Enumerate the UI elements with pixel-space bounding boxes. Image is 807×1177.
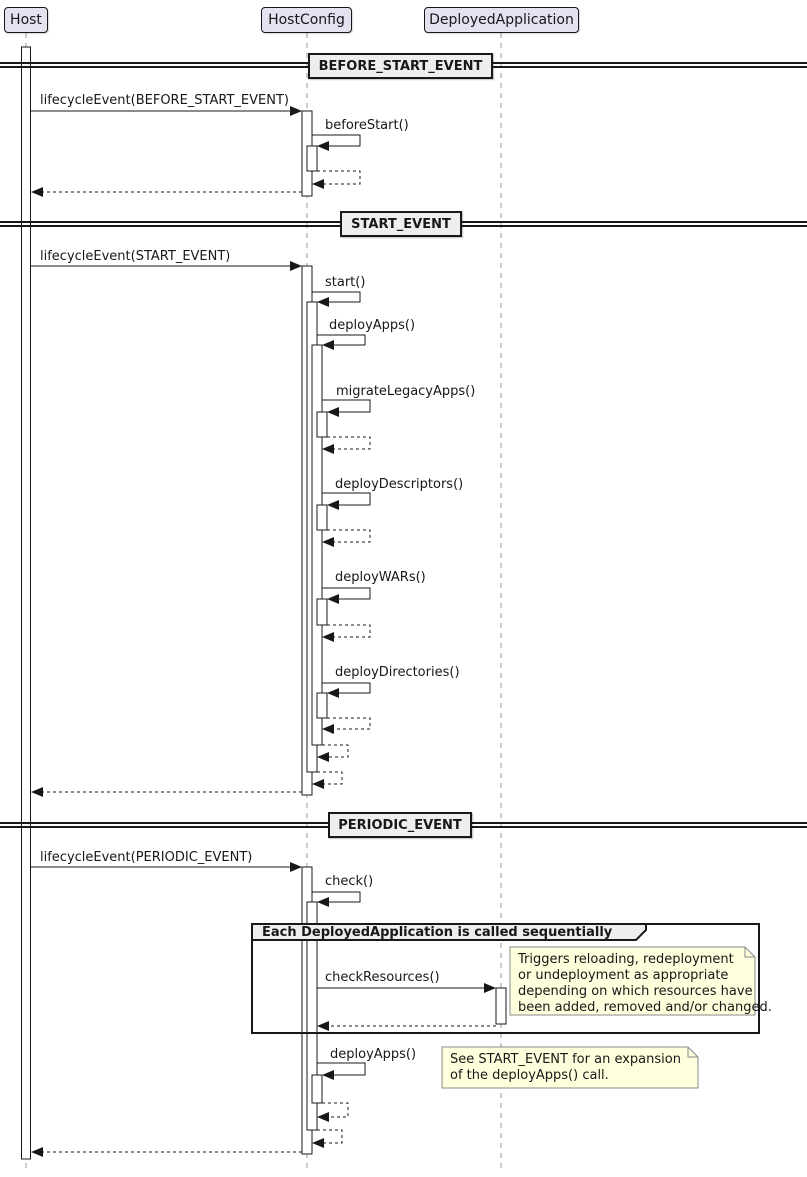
note-checkresources-line2: or undeployment as appropriate [518,968,729,983]
check-selfcall-line [312,892,360,902]
check-arrowhead [317,897,329,907]
message-start: start() [325,275,366,290]
lifecycle-before-arrowhead [290,106,302,116]
deploydirectories-return-arrowhead [322,724,334,734]
deployapps-periodic-arrowhead [322,1070,334,1080]
lifecycle-before-return-arrowhead [31,187,43,197]
checkresources-arrowhead [484,983,496,993]
deploydescriptors-return-arrowhead [322,537,334,547]
message-lifecycle-periodic: lifecycleEvent(PERIODIC_EVENT) [40,850,253,865]
beforestart-return-arrowhead [312,179,324,189]
message-deployapps: deployApps() [329,318,416,333]
note-checkresources-line3: depending on which resources have [518,984,753,999]
participant-deployedapplication [424,7,579,33]
start-selfcall-line [312,292,360,302]
message-check: check() [325,874,374,889]
migratelegacyapps-activation-bar [317,412,327,437]
deployapps-selfcall-line [317,335,365,345]
message-deploydescriptors: deployDescriptors() [335,477,464,492]
lifecycle-start-return-arrowhead [31,787,43,797]
divider-start-event [340,211,462,237]
deployapps-periodic-activation-bar [312,1075,322,1103]
beforestart-activation-bar [307,146,317,171]
deploywars-activation-bar [317,599,327,625]
host-activation-bar [22,47,31,1159]
message-deploydirectories: deployDirectories() [335,665,460,680]
migratelegacyapps-selfcall-line [322,400,370,412]
message-checkresources: checkResources() [325,970,440,985]
participant-host-label: Host [10,12,42,28]
note-deployapps-line1: See START_EVENT for an expansion [450,1052,681,1067]
deploydirectories-selfcall-line [322,683,370,693]
deployapps-arrowhead [322,340,334,350]
deploywars-return-arrowhead [322,632,334,642]
deploywars-selfcall-line [322,588,370,599]
deploydirectories-activation-bar [317,693,327,718]
deployapps-periodic-return-arrowhead [317,1112,329,1122]
message-deployapps-periodic: deployApps() [330,1047,417,1062]
group-title: Each DeployedApplication is called sequentially [262,925,613,940]
participant-deployedapplication-label: DeployedApplication [429,12,574,28]
deploydescriptors-selfcall-line [322,493,370,505]
note-deployapps-line2: of the deployApps() call. [450,1068,609,1083]
beforestart-selfcall-line [312,135,360,146]
migratelegacyapps-arrowhead [327,407,339,417]
message-lifecycle-before: lifecycleEvent(BEFORE_START_EVENT) [40,93,289,108]
participant-host [4,7,48,33]
deploydescriptors-arrowhead [327,500,339,510]
lifecycle-start-arrowhead [290,261,302,271]
deploydescriptors-activation-bar [317,505,327,530]
message-deploywars: deployWARs() [335,570,426,585]
deployapps-periodic-selfcall-line [317,1063,365,1075]
lifecycle-periodic-arrowhead [290,862,302,872]
message-migratelegacyapps: migrateLegacyApps() [336,384,476,399]
deploydirectories-arrowhead [327,688,339,698]
migratelegacyapps-return-arrowhead [322,444,334,454]
checkresources-return-arrowhead [317,1021,329,1031]
deploywars-arrowhead [327,594,339,604]
divider-before-start-event [308,53,493,79]
message-lifecycle-start: lifecycleEvent(START_EVENT) [40,249,231,264]
divider-periodic-event-label: PERIODIC_EVENT [338,817,462,833]
check-return-arrowhead [312,1138,324,1148]
beforestart-arrowhead [317,141,329,151]
deployedapplication-activation-bar [496,988,506,1024]
start-arrowhead [317,297,329,307]
note-checkresources-line1: Triggers reloading, redeployment [518,952,734,967]
deployapps-activation-bar [312,345,322,745]
lifecycle-periodic-return-arrowhead [31,1147,43,1157]
message-beforestart: beforeStart() [325,118,409,133]
start-return-arrowhead [312,779,324,789]
deployapps-return-arrowhead [317,752,329,762]
participant-hostconfig [261,7,352,33]
participant-hostconfig-label: HostConfig [268,12,345,28]
divider-periodic-event [328,812,472,838]
note-checkresources-line4: been added, removed and/or changed. [518,1000,772,1015]
divider-start-event-label: START_EVENT [351,216,451,232]
divider-before-start-event-label: BEFORE_START_EVENT [318,58,483,74]
